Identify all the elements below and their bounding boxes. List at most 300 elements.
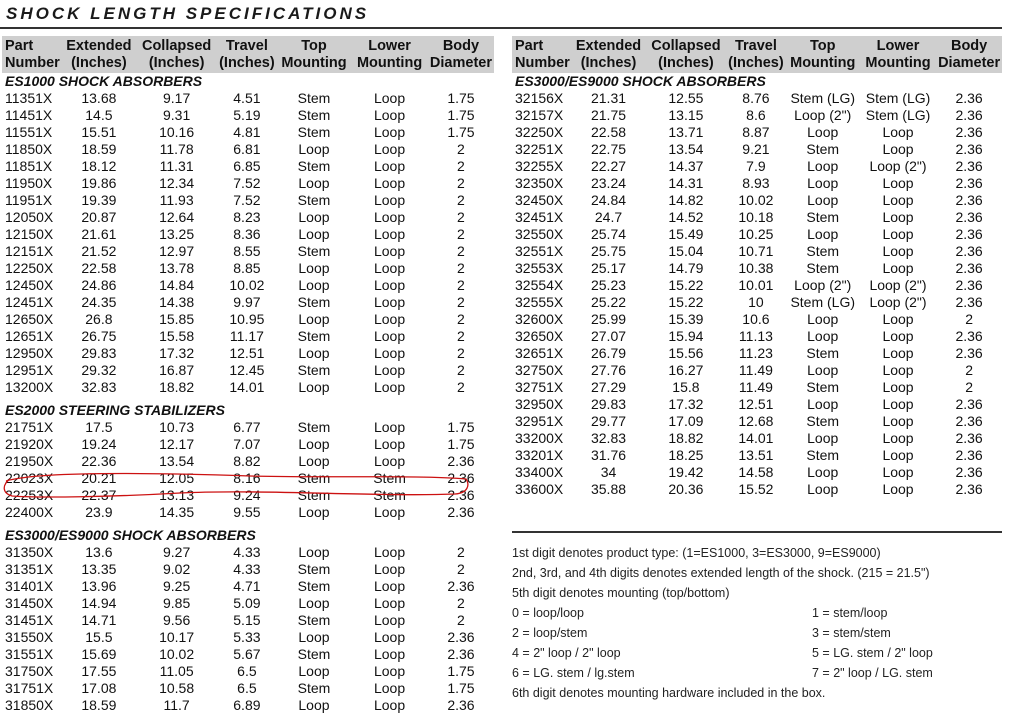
table-row (512, 464, 1002, 481)
column-header-line: Extended (575, 38, 642, 54)
page-title: SHOCK LENGTH SPECIFICATIONS (6, 4, 370, 23)
table-cell: 1.75 (447, 124, 475, 140)
table-row (2, 328, 494, 345)
table-cell: 32451X (515, 209, 564, 225)
table-cell: 2.36 (447, 453, 475, 469)
table-cell: 2.36 (447, 487, 475, 503)
table-cell: Stem (297, 612, 331, 628)
table-cell: 12451X (5, 294, 54, 310)
table-cell: 24.84 (590, 192, 627, 208)
table-row (2, 243, 494, 260)
table-cell: 9.17 (162, 90, 191, 106)
table-cell: 22.58 (590, 124, 627, 140)
table-cell: Loop (882, 447, 914, 463)
table-row (2, 544, 494, 561)
table-cell: Stem (297, 107, 331, 123)
table-cell: 8.55 (233, 243, 261, 259)
table-cell: Loop (373, 436, 406, 452)
table-cell: 32350X (515, 175, 564, 191)
table-cell: 6.5 (237, 663, 257, 679)
table-cell: 11.13 (738, 328, 773, 344)
table-row (512, 430, 1002, 447)
table-cell: 19.86 (81, 175, 117, 191)
table-cell: 15.56 (668, 345, 704, 361)
table-cell: 22400X (5, 504, 54, 520)
table-row (512, 90, 1002, 107)
table-cell: 19.24 (81, 436, 117, 452)
table-cell: Loop (2") (794, 107, 852, 123)
column-header (62, 36, 137, 73)
table-cell: 15.8 (672, 379, 700, 395)
table-cell: 10.02 (159, 646, 195, 662)
table-row (2, 175, 494, 192)
part-number-legend (512, 543, 1002, 703)
table-cell: 31550X (5, 629, 54, 645)
table-row (2, 578, 494, 595)
table-cell: Loop (882, 328, 914, 344)
table-cell: Loop (373, 561, 406, 577)
column-header (136, 36, 217, 73)
table-cell: Loop (298, 209, 330, 225)
table-cell: 8.6 (746, 107, 766, 123)
column-header-line: (Inches) (658, 55, 714, 71)
table-cell: Loop (882, 379, 914, 395)
table-cell: 6.81 (233, 141, 261, 157)
table-cell: 32551X (515, 243, 564, 259)
table-cell: 10.17 (159, 629, 195, 645)
table-cell: 13.6 (85, 544, 113, 560)
table-cell: Loop (298, 629, 330, 645)
table-cell: 32255X (515, 158, 564, 174)
table-cell: Loop (882, 141, 914, 157)
table-cell: 31451X (5, 612, 54, 628)
table-cell: 14.52 (668, 209, 704, 225)
table-cell: 2 (457, 141, 465, 157)
table-cell: 24.86 (81, 277, 117, 293)
table-row (2, 561, 494, 578)
table-cell: 8.87 (742, 124, 770, 140)
table-cell: 9.02 (162, 561, 191, 577)
table-cell: 2.36 (955, 294, 983, 310)
table-cell: Stem (297, 158, 331, 174)
table-cell: 15.94 (668, 328, 704, 344)
table-cell: Loop (298, 277, 330, 293)
table-cell: 2 (457, 175, 465, 191)
table-cell: Loop (373, 544, 406, 560)
table-cell: 1.75 (447, 663, 475, 679)
table-cell: Loop (373, 158, 406, 174)
table-cell: Loop (882, 192, 914, 208)
table-cell: 32751X (515, 379, 564, 395)
table-cell: 25.75 (590, 243, 627, 259)
table-cell: Loop (298, 141, 330, 157)
table-cell: 24.35 (81, 294, 117, 310)
table-cell: 2.36 (447, 470, 475, 486)
table-row (2, 294, 494, 311)
table-cell: 32450X (515, 192, 564, 208)
table-cell: 15.22 (668, 277, 704, 293)
table-cell: 2.36 (955, 413, 983, 429)
column-header-line: Mounting (281, 55, 347, 71)
table-cell: Loop (373, 680, 406, 696)
table-row (512, 243, 1002, 260)
table-cell: Loop (373, 311, 406, 327)
mount-code: 4 = 2" loop / 2" loop (512, 646, 621, 660)
table-row (512, 226, 1002, 243)
table-cell: Loop (373, 379, 406, 395)
table-cell: 18.59 (81, 697, 117, 713)
table-cell: 32157X (515, 107, 564, 123)
table-cell: Loop (373, 328, 406, 344)
table-cell: 19.42 (668, 464, 704, 480)
table-cell: Loop (298, 595, 330, 611)
column-header (726, 36, 785, 73)
table-cell: 11851X (5, 158, 53, 174)
table-row (2, 487, 494, 504)
table-cell: 21.52 (81, 243, 117, 259)
table-cell: Loop (373, 595, 406, 611)
table-cell: Stem (806, 345, 840, 361)
table-cell: 2.36 (955, 124, 983, 140)
table-cell: Loop (373, 90, 406, 106)
table-cell: Stem (297, 362, 331, 378)
table-cell: Loop (882, 464, 914, 480)
table-cell: 2.36 (955, 90, 983, 106)
column-header (936, 36, 1002, 73)
table-cell: Stem (806, 141, 840, 157)
table-row (2, 419, 494, 436)
table-cell: 31751X (5, 680, 54, 696)
table-cell: Stem (297, 646, 331, 662)
table-cell: Stem (297, 90, 331, 106)
table-cell: Stem (806, 260, 840, 276)
table-cell: Loop (882, 396, 914, 412)
table-cell: Loop (373, 578, 406, 594)
table-cell: Loop (807, 430, 839, 446)
table-cell: Stem (806, 209, 840, 225)
table-row (2, 226, 494, 243)
table-cell: Loop (298, 379, 330, 395)
table-cell: 2 (457, 243, 465, 259)
table-cell: Loop (807, 124, 839, 140)
table-cell: 2.36 (955, 481, 983, 497)
table-cell: Stem (LG) (790, 90, 856, 106)
table-cell: 7.52 (233, 175, 261, 191)
column-header-line: Body (442, 38, 480, 54)
table-cell: 11850X (5, 141, 53, 157)
table-row (2, 680, 494, 697)
table-cell: 2.36 (955, 192, 983, 208)
table-cell: 12650X (5, 311, 54, 327)
table-cell: 14.94 (81, 595, 117, 611)
table-cell: Loop (807, 226, 839, 242)
table-cell: 20.87 (81, 209, 117, 225)
table-cell: 13.25 (159, 226, 195, 242)
table-cell: 29.83 (81, 345, 117, 361)
table-cell: 15.58 (159, 328, 195, 344)
table-cell: 11351X (5, 90, 53, 106)
column-header-line: Number (515, 55, 570, 71)
table-cell: 2.36 (955, 464, 983, 480)
table-cell: 25.99 (590, 311, 627, 327)
table-cell: 2.36 (955, 430, 983, 446)
table-cell: 25.74 (590, 226, 627, 242)
table-cell: 34 (600, 464, 617, 480)
table-cell: 12050X (5, 209, 54, 225)
table-cell: Loop (373, 663, 406, 679)
table-row (512, 362, 1002, 379)
table-row (512, 141, 1002, 158)
table-cell: 31551X (5, 646, 54, 662)
table-cell: 14.35 (159, 504, 195, 520)
table-cell: 2 (457, 612, 465, 628)
table-cell: 22.58 (81, 260, 117, 276)
table-row (512, 481, 1002, 498)
table-cell: 9.27 (162, 544, 191, 560)
table-row (2, 209, 494, 226)
table-cell: 14.84 (159, 277, 195, 293)
table-cell: 11.23 (738, 345, 773, 361)
table-cell: Stem (806, 379, 840, 395)
table-cell: 19.39 (81, 192, 117, 208)
table-cell: 11.49 (738, 379, 773, 395)
table-cell: 31.76 (590, 447, 627, 463)
table-cell: 2.36 (955, 243, 983, 259)
table-cell: Stem (806, 413, 840, 429)
table-cell: Loop (298, 345, 330, 361)
column-header-line: Travel (734, 38, 777, 54)
table-row (512, 345, 1002, 362)
table-cell: 13.15 (668, 107, 704, 123)
table-cell: 32550X (515, 226, 564, 242)
table-row (2, 124, 494, 141)
table-cell: 14.01 (229, 379, 265, 395)
table-row (2, 260, 494, 277)
table-cell: 10.16 (159, 124, 195, 140)
table-cell: 12.51 (229, 345, 265, 361)
table-cell: Loop (298, 436, 330, 452)
table-cell: 15.52 (738, 481, 774, 497)
table-cell: 15.85 (159, 311, 195, 327)
table-cell: 7.07 (233, 436, 261, 452)
table-row (2, 504, 494, 521)
table-cell: 21.75 (590, 107, 627, 123)
table-cell: Loop (807, 328, 839, 344)
table-cell: 16.27 (668, 362, 704, 378)
table-cell: Loop (373, 294, 406, 310)
table-cell: 5.33 (233, 629, 261, 645)
table-cell: 12150X (5, 226, 54, 242)
table-row (2, 470, 494, 487)
table-cell: 1.75 (447, 680, 475, 696)
table-cell: 9.21 (742, 141, 770, 157)
table-cell: 8.93 (742, 175, 770, 191)
table-cell: 13200X (5, 379, 54, 395)
table-cell: 2 (457, 260, 465, 276)
table-row (512, 260, 1002, 277)
table-cell: Loop (2") (794, 277, 852, 293)
table-cell: Stem (LG) (865, 107, 931, 123)
table-cell: 12951X (5, 362, 54, 378)
table-cell: 11551X (5, 124, 53, 140)
column-header (571, 36, 645, 73)
table-cell: Loop (373, 124, 406, 140)
table-cell: 26.79 (590, 345, 627, 361)
table-cell: 2.36 (955, 175, 983, 191)
table-row (2, 612, 494, 629)
table-cell: Loop (807, 396, 839, 412)
section-title: ES3000/ES9000 SHOCK ABSORBERS (5, 527, 256, 543)
table-cell: Loop (373, 419, 406, 435)
table-cell: 10.95 (229, 311, 265, 327)
table-cell: 2.36 (447, 629, 475, 645)
table-cell: 12.64 (159, 209, 195, 225)
table-cell: 18.59 (81, 141, 117, 157)
mount-code: 7 = 2" loop / LG. stem (812, 666, 933, 680)
table-cell: Loop (807, 192, 839, 208)
table-cell: 9.55 (233, 504, 261, 520)
column-header-line: Diameter (938, 55, 1001, 71)
table-cell: Loop (882, 260, 914, 276)
left-spec-table (2, 36, 494, 714)
table-cell: 1.75 (447, 419, 475, 435)
table-cell: 2 (457, 328, 465, 344)
table-cell: Loop (882, 362, 914, 378)
table-cell: 10.18 (738, 209, 774, 225)
table-cell: 32554X (515, 277, 564, 293)
table-cell: 2.36 (447, 697, 475, 713)
table-row (512, 379, 1002, 396)
table-cell: 21.61 (81, 226, 117, 242)
table-cell: 33200X (515, 430, 564, 446)
table-cell: 10.38 (738, 260, 774, 276)
table-cell: Loop (298, 663, 330, 679)
table-cell: 2 (457, 379, 465, 395)
table-row (512, 107, 1002, 124)
title-rule (0, 27, 1002, 29)
table-cell: Loop (298, 504, 330, 520)
table-cell: 18.12 (81, 158, 117, 174)
table-cell: Stem (297, 419, 331, 435)
table-row (512, 294, 1002, 311)
spec-table (2, 36, 494, 714)
column-header-line: (Inches) (148, 55, 205, 71)
right-spec-table (512, 36, 1002, 498)
column-header-line: Part (515, 38, 544, 54)
column-header (277, 36, 352, 73)
table-cell: Loop (373, 629, 406, 645)
table-cell: Loop (2") (869, 294, 927, 310)
table-cell: 23.24 (590, 175, 627, 191)
column-header-line: Part (5, 38, 34, 54)
table-cell: Loop (882, 124, 914, 140)
table-cell: 26.8 (85, 311, 113, 327)
table-cell: Stem (806, 243, 840, 259)
table-cell: 21.31 (590, 90, 627, 106)
table-cell: Loop (373, 209, 406, 225)
table-cell: 10.73 (159, 419, 195, 435)
table-cell: 5.19 (233, 107, 261, 123)
table-row (2, 595, 494, 612)
table-cell: 4.71 (233, 578, 261, 594)
table-cell: 12450X (5, 277, 54, 293)
table-row (2, 158, 494, 175)
table-cell: 2.36 (955, 447, 983, 463)
table-cell: Loop (298, 226, 330, 242)
table-cell: 11.49 (738, 362, 773, 378)
table-cell: Loop (373, 175, 406, 191)
table-cell: 5.67 (233, 646, 261, 662)
table-cell: 2 (457, 362, 465, 378)
table-cell: 2.36 (955, 260, 983, 276)
section-title: ES1000 SHOCK ABSORBERS (5, 73, 203, 89)
table-cell: 6.5 (237, 680, 257, 696)
table-cell: 4.33 (233, 544, 261, 560)
table-cell: Loop (882, 209, 914, 225)
table-cell: 10.02 (229, 277, 265, 293)
table-row (2, 379, 494, 396)
table-cell: Loop (373, 226, 406, 242)
table-cell: Loop (882, 481, 914, 497)
table-cell: Loop (2") (869, 158, 927, 174)
table-cell: Loop (807, 464, 839, 480)
table-cell: 12.05 (159, 470, 195, 486)
table-cell: 22.37 (81, 487, 117, 503)
table-cell: Loop (373, 453, 406, 469)
mount-code: 2 = loop/stem (512, 626, 588, 640)
column-header (428, 36, 494, 73)
column-header-line: Travel (225, 38, 268, 54)
table-cell: 2.36 (955, 107, 983, 123)
table-cell: 8.82 (233, 453, 261, 469)
table-row (512, 175, 1002, 192)
table-row (2, 107, 494, 124)
table-cell: 14.58 (738, 464, 774, 480)
table-cell: 24.7 (594, 209, 623, 225)
table-cell: 22.36 (81, 453, 117, 469)
column-header-line: Mounting (865, 55, 931, 71)
table-cell: 2 (457, 226, 465, 242)
table-cell: 4.51 (233, 90, 261, 106)
table-cell: 12950X (5, 345, 54, 361)
table-cell: 11.31 (159, 158, 194, 174)
table-cell: 12.34 (159, 175, 195, 191)
legend-line-1: 1st digit denotes product type: (1=ES1000, 3=ES3000, 9=ES9000) (512, 546, 881, 560)
table-cell: Loop (373, 612, 406, 628)
table-cell: 14.5 (85, 107, 113, 123)
table-cell: 10.71 (738, 243, 774, 259)
table-row (2, 646, 494, 663)
notes-rule (512, 531, 1002, 533)
table-cell: 21920X (5, 436, 54, 452)
column-header-line: Top (809, 38, 836, 54)
table-cell: Loop (882, 243, 914, 259)
table-cell: 25.23 (590, 277, 627, 293)
table-cell: Loop (298, 544, 330, 560)
table-cell: 7.52 (233, 192, 261, 208)
table-row (512, 158, 1002, 175)
table-cell: 14.82 (668, 192, 704, 208)
mount-code: 3 = stem/stem (812, 626, 891, 640)
table-cell: 15.39 (668, 311, 704, 327)
table-cell: 31750X (5, 663, 54, 679)
table-cell: Stem (297, 243, 331, 259)
table-cell: Stem (373, 487, 406, 503)
table-cell: 11.93 (159, 192, 194, 208)
table-cell: Loop (2") (869, 277, 927, 293)
table-cell: Loop (882, 175, 914, 191)
table-cell: Loop (373, 260, 406, 276)
